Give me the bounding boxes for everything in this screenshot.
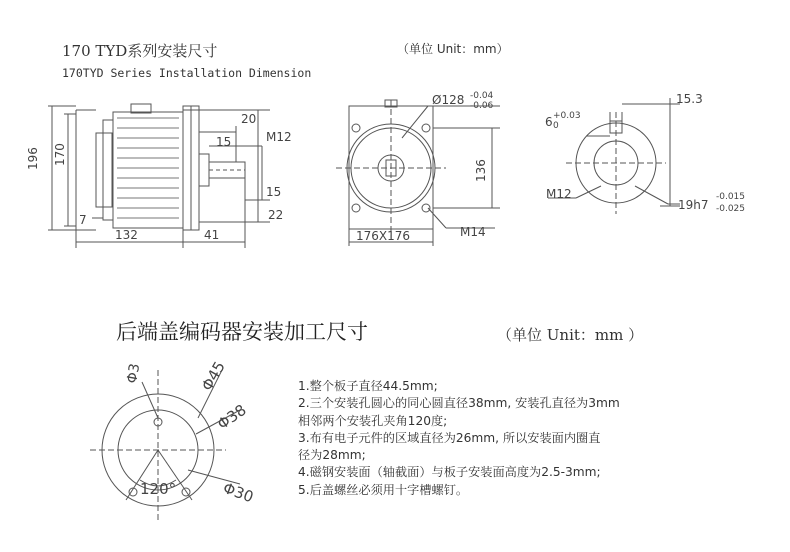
dim-shaft-tol-lower: -0.025	[716, 204, 746, 214]
note-line: 1.整个板子直径44.5mm;	[298, 379, 438, 393]
unit-label-bottom: （单位 Unit：mm ）	[497, 326, 644, 344]
dim-dia128: Ø128	[432, 93, 465, 107]
note-line: 5.后盖螺丝必须用十字槽螺钉。	[298, 482, 469, 497]
note-line: 4.磁钢安装面（轴截面）与板子安装面高度为2.5-3mm;	[298, 465, 601, 480]
dim-m12-shaft: M12	[546, 187, 572, 201]
dim-176x176: 176X176	[356, 229, 411, 243]
title-english: 170TYD Series Installation Dimension	[62, 66, 312, 80]
note-line: 2.三个安装孔圆心的同心圆直径38mm, 安装孔直径为3mm	[298, 396, 620, 411]
dim-dia128-tol-upper: -0.04	[470, 91, 494, 101]
dim-phi45: Φ45	[197, 358, 229, 394]
dim-dia128-tol-lower: -0.06	[470, 101, 494, 111]
dim-key-6: 6	[545, 115, 553, 129]
dim-196: 196	[26, 147, 40, 170]
encoder-section-title: 后端盖编码器安装加工尺寸	[116, 320, 368, 344]
dim-15-upper: 15	[216, 135, 232, 149]
unit-label-top: （单位 Unit：mm）	[397, 42, 509, 56]
dim-phi38: Φ38	[213, 400, 250, 434]
dim-136: 136	[474, 159, 488, 182]
dim-shaft-tol-upper: -0.015	[716, 192, 746, 202]
dim-angle-120: 120°	[140, 480, 177, 498]
dim-20: 20	[241, 112, 257, 126]
dim-phi30: Φ30	[220, 478, 256, 507]
dim-7: 7	[79, 213, 87, 227]
notes-list	[298, 378, 620, 499]
note-line: 相邻两个安装孔夹角120度;	[298, 413, 448, 428]
encoder-drawing	[90, 370, 240, 522]
dim-m14: M14	[460, 225, 486, 239]
note-line: 3.布有电子元件的区域直径为26mm, 所以安装面内圈直	[298, 430, 601, 445]
dim-15-lower: 15	[266, 185, 282, 199]
dim-m12-side: M12	[266, 130, 292, 144]
dim-key-6-tol: +0.03	[553, 111, 581, 121]
note-line: 径为28mm;	[298, 448, 366, 463]
dim-key-6-tol2: 0	[553, 121, 559, 131]
dim-shaft-19h7: 19h7	[678, 198, 709, 212]
dim-15-3: 15.3	[676, 92, 703, 106]
dim-170: 170	[53, 143, 67, 166]
title-chinese: 170 TYD系列安装尺寸	[62, 42, 218, 60]
dim-22: 22	[268, 208, 284, 222]
dim-132: 132	[115, 228, 138, 242]
dim-41: 41	[204, 228, 220, 242]
dim-phi3: Φ3	[124, 362, 144, 385]
